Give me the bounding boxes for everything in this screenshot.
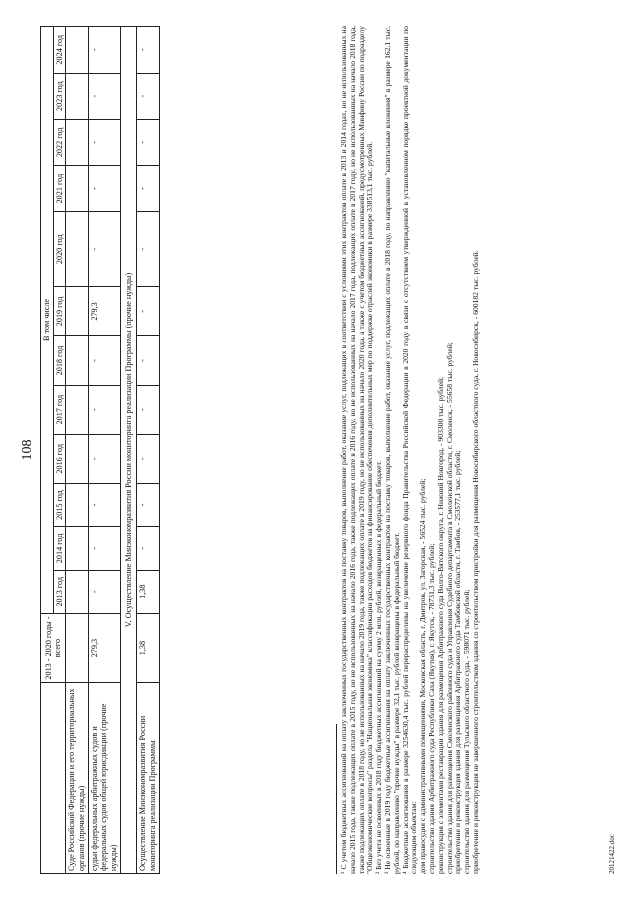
cell: [66, 119, 88, 165]
year-header: 2013 год: [53, 570, 66, 613]
year-header: 2023 год: [53, 73, 66, 119]
year-header: 2017 год: [53, 385, 66, 434]
cell: [66, 27, 88, 74]
cell: -: [88, 434, 120, 483]
footnote-item: приобретение и реконструкция здания для размещения Арбитражного суда Тамбовской области, г. Тамбов, - 253577,1 тыс. рублей;: [453, 450, 463, 874]
year-header: 2014 год: [53, 527, 66, 570]
table-row: [66, 27, 88, 874]
cell: [66, 287, 88, 336]
row-label: Осуществление Минэкономразвития России мониторинга реализации Программы: [137, 683, 159, 874]
year-header: 2016 год: [53, 434, 66, 483]
footnote: ¹ С учетом бюджетных ассигнований на оплату заключенных государственных контрактов на поставку товаров, выполнение работ, оказание услуг, подлежащих в соответствии с условиями этих контрактов оплате в 2013 и 2014 годах, но не использованных на начало 2015 года, также подлежащих оплате в 2015 году, но не использованных на начало 2016 года, также подлежащих оплате в 2016 году, но не использованных на начало 2017 года, подлежащих оплате в 2017 году, но не использованных на начало 2018 года, также подлежащих оплате в 2018 году, но не использованных на начало 2019 года, также подлежащих оплате в 2019 году, но не использованных на начало 2020 года, а также с учетом бюджетных ассигнований, предусмотренных Минфину России по подразделу "Общеэкономические вопросы" раздела "Национальная экономика" классификации расходов бюджетов на финансирование обеспечения дополнительных мер по поддержке отраслей экономики в размере 338513,1 тыс. рублей.: [339, 26, 375, 874]
cell: 279,3: [88, 613, 120, 682]
cell: 1,38: [137, 570, 159, 613]
year-header: 2022 год: [53, 119, 66, 165]
cell: -: [88, 385, 120, 434]
year-header: 2019 год: [53, 287, 66, 336]
cell: -: [137, 287, 159, 336]
footnote-separator: [336, 724, 337, 874]
rotated-sheet: [20, 10, 620, 890]
cell: -: [88, 27, 120, 74]
cell: -: [137, 527, 159, 570]
footnote-item: строительство здания для размещения Смоленского районного суда и Управления Судебного департамента в Смоленской области, г. Смоленск, - 55658 тыс. рублей;: [444, 342, 454, 874]
footnotes: [340, 26, 481, 874]
cell: -: [88, 336, 120, 385]
budget-table: [40, 26, 160, 874]
cell: -: [137, 385, 159, 434]
row-label: Суде Российской Федерации и его территориальных органов (прочие нужды): [66, 683, 88, 874]
table-row: [88, 27, 120, 874]
cell: -: [88, 119, 120, 165]
cell: -: [88, 483, 120, 526]
cell: -: [137, 27, 159, 74]
cell: -: [88, 570, 120, 613]
cell: -: [88, 165, 120, 211]
page-number: 108: [20, 439, 35, 461]
cell: 279,3: [88, 287, 120, 336]
cell: -: [137, 165, 159, 211]
cell: [66, 336, 88, 385]
cell: [66, 483, 88, 526]
year-header: 2018 год: [53, 336, 66, 385]
section-row: [120, 27, 137, 874]
row-label: судьи федеральных арбитражных судов и федеральных судов общей юрисдикции (прочие нужды): [88, 683, 120, 874]
cell: [66, 570, 88, 613]
cell: -: [88, 527, 120, 570]
footnote-item: строительство здания Арбитражного суда Республики Саха (Якутия), г. Якутск, - 78731,3 тыс. рублей;: [426, 543, 436, 874]
cell: [66, 527, 88, 570]
cell: 1,38: [137, 613, 159, 682]
year-header: 2021 год: [53, 165, 66, 211]
cell: -: [137, 434, 159, 483]
cell: [66, 212, 88, 287]
table-row: [137, 27, 159, 874]
footnote: ³ Не освоенные в 2019 году бюджетные ассигнования на оплату заключенных государственных контрактов на поставку товаров, выполнение работ, оказание услуг, подлежащих оплате в 2018 году, по направлению "капитальные вложения" в размере 162,1 тыс. рублей, по направлению "прочие нужды" в размере 32,1 тыс. рублей возвращены в федеральный бюджет.: [382, 26, 401, 874]
document-id: 20121422.doc: [608, 834, 616, 874]
year-header: 2024 год: [53, 27, 66, 74]
cell: [66, 165, 88, 211]
footnote: ² Без учета не освоенных в 2018 году бюджетных ассигнований на сумму 2 млн. рублей, возвращенных в федеральный бюджет.: [374, 460, 384, 874]
cell: [66, 613, 88, 682]
footnote-item: дом правосудия с административными помещениями, Московская область, г. Дмитров, ул. Загорская, - 56524 тыс. рублей;: [418, 478, 428, 874]
cell: -: [137, 73, 159, 119]
footnote-item: реконструкция с элементами реставрации здания для размещения Арбитражного суда Волго-Вятского округа, г. Нижний Новгород, - 903300 тыс. рублей;: [435, 376, 445, 874]
header-row-1: [41, 27, 54, 874]
year-header: 2020 год: [53, 212, 66, 287]
header-total: 2013 - 2020 годы - всего: [41, 613, 66, 682]
cell: -: [88, 212, 120, 287]
cell: -: [137, 483, 159, 526]
cell: [66, 385, 88, 434]
footnote-item: приобретение и реконструкция не завершенного строительством здания со строительством пристройки для размещения Новосибирского областного суда, г. Новосибирск, - 600182 тыс. рублей.: [470, 250, 480, 874]
cell: -: [137, 336, 159, 385]
footnote: ⁴ Бюджетные ассигнования в размере 3254630,4 тыс. рублей перераспределены на увеличение резервного фонда Правительства Российской Федерации в 2020 году в связи с отсутствием утвержденной в установленном порядке проектной документации по следующим объектам:: [400, 26, 419, 874]
footnote-item: строительство здания для размещения Тульского областного суда, - 598071 тыс. рублей;: [462, 589, 472, 874]
header-group: В том числе: [41, 27, 54, 614]
year-header: 2015 год: [53, 483, 66, 526]
section-title: V. Осуществление Минэкономразвития России мониторинга реализации Программы (прочие нужды): [120, 27, 137, 874]
header-blank: [41, 683, 66, 874]
cell: -: [137, 119, 159, 165]
cell: [66, 73, 88, 119]
cell: -: [137, 212, 159, 287]
cell: [66, 434, 88, 483]
cell: -: [88, 73, 120, 119]
